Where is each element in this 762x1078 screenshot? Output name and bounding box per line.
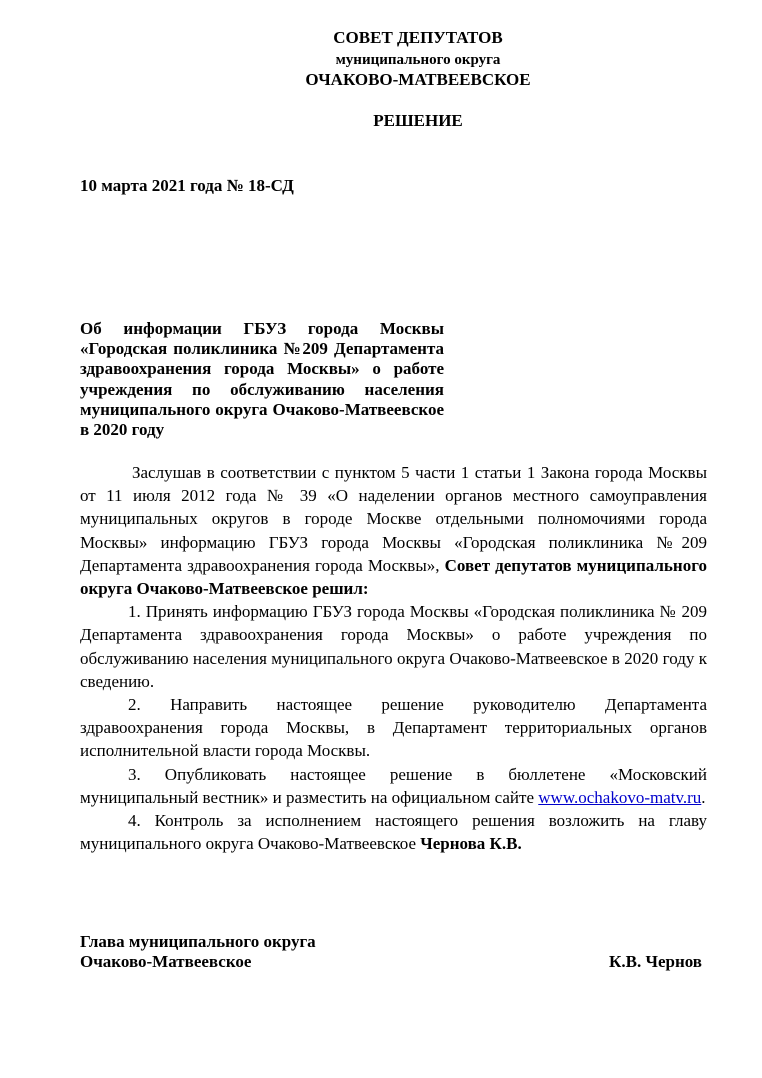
item-4-text: 4. Контроль за исполнением настоящего решения возложить на главу муниципального округа Очаково-Матвеевское — [80, 811, 707, 854]
district-name: ОЧАКОВО-МАТВЕЕВСКОЕ — [305, 70, 531, 89]
website-link[interactable]: www.ochakovo-matv.ru — [538, 787, 702, 807]
preamble-paragraph — [80, 461, 707, 600]
item-2: 2. Направить настоящее решение руководителю Департамента здравоохранения города Москвы, в Департамент территориальных органов исполнительной власти города Москвы. — [80, 695, 707, 761]
document-body — [80, 461, 707, 855]
item-3-end: . — [701, 787, 706, 807]
item-1: 1. Принять информацию ГБУЗ города Москвы «Городская поликлиника № 209 Департамента здравоохранения города Москвы» о работе учреждения по обслуживанию населения муниципального округа Очаково-Матвеевское в 2020 году к сведению. — [80, 602, 707, 691]
item-4 — [80, 809, 707, 855]
item-4-name: Чернова К.В. — [420, 834, 522, 854]
council-subtitle: муниципального округа — [335, 52, 501, 68]
signature-position-line1: Глава муниципального округа — [80, 932, 316, 951]
signature-name: К.В. Чернов — [609, 952, 702, 971]
document-type: РЕШЕНИЕ — [373, 111, 463, 130]
preamble-resolution: Совет депутатов муниципального округа Очаково-Матвеевское решил: — [80, 555, 708, 599]
item-3 — [80, 763, 707, 809]
item-3-text: 3. Опубликовать настоящее решение в бюллетене «Московский муниципальный вестник» и разместить на официальном сайте — [80, 764, 707, 807]
document-date-number: 10 марта 2021 года № 18-СД — [80, 176, 294, 195]
document-subject: Об информации ГБУЗ города Москвы «Городская поликлиника №209 Департамента здравоохранения города Москвы» о работе учреждения по обслуживанию населения муниципального округа Очаково-Матвеевское в 2020 году — [80, 319, 444, 440]
council-title: СОВЕТ ДЕПУТАТОВ — [333, 28, 503, 47]
signature-position-line2: Очаково-Матвеевское — [80, 952, 252, 971]
preamble-text: Заслушав в соответствии с пунктом 5 части 1 статьи 1 Закона города Москвы от 11 июля 2012 года № 39 «О наделении органов местного самоуправления муниципальных округов в городе Москве отдельными полномочиями города Москвы» информацию ГБУЗ города Москвы «Городская поликлиника №209 Департамента здравоохранения города Москвы», — [80, 463, 707, 575]
